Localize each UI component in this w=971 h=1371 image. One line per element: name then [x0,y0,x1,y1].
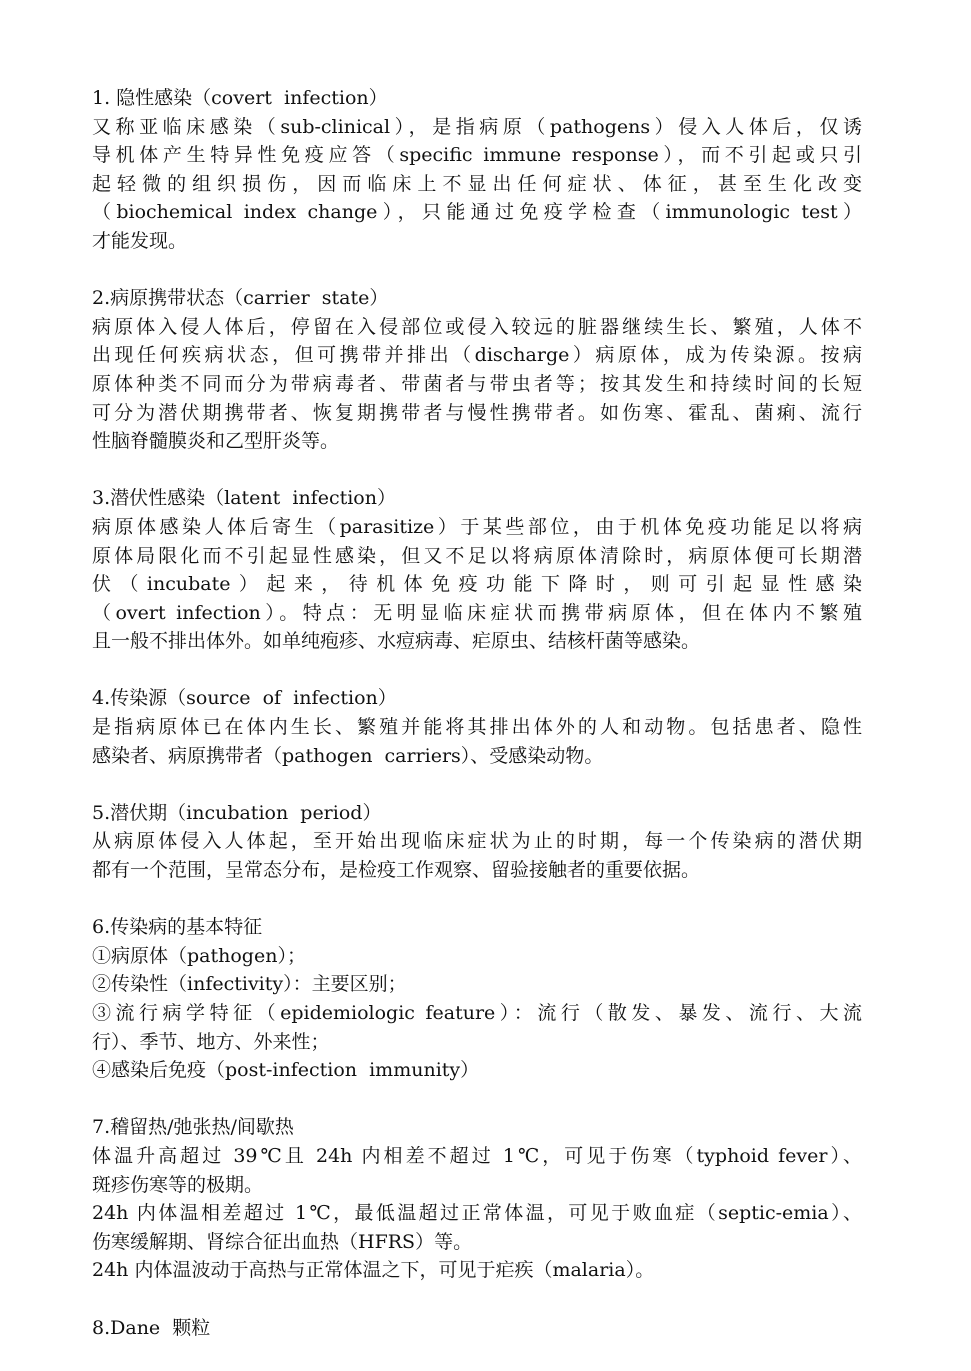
section-heading: 1. 隐性感染（covert infection） [92,87,388,109]
section-heading: 7.稽留热/弛张热/间歇热 [92,1116,294,1139]
paragraph-line: 从病原体侵入人体起，至开始出现临床症状为止的时期，每一个传染病的潜伏期 [92,830,862,853]
section-dane-particle [92,1314,862,1343]
section-carrier-state [92,284,862,456]
paragraph-line: 才能发现。 [92,229,188,252]
section-source-of-infection [92,684,862,770]
paragraph-line: 导机体产生特异性免疫应答（specific immune response），而不引起或只引 [92,144,862,167]
document-page [92,84,862,1371]
paragraph-line: 性脑脊髓膜炎和乙型肝炎等。 [92,430,340,453]
paragraph-line: 体温升高超过 39℃且 24h 内相差不超过 1℃，可见于伤寒（typhoid fever）、 [92,1144,862,1167]
list-item: ②传染性（infectivity）：主要区别； [92,973,407,996]
paragraph-line: 且一般不排出体外。如单纯疱疹、水痘病毒、疟原虫、结核杆菌等感染。 [92,630,701,653]
paragraph-line: 原体种类不同而分为带病毒者、带菌者与带虫者等；按其发生和持续时间的长短 [92,372,862,395]
list-item: ④感染后免疫（post-infection immunity） [92,1059,480,1082]
section-latent-infection [92,484,862,656]
section-heading: 6.传染病的基本特征 [92,916,263,939]
paragraph-line: 是指病原体已在体内生长、繁殖并能将其排出体外的人和动物。包括患者、隐性 [92,716,862,739]
paragraph-line: （overt infection）。特点：无明显临床症状而携带病原体，但在体内不繁殖 [92,601,862,624]
paragraph-line: 病原体感染人体后寄生（parasitize）于某些部位，由于机体免疫功能足以将病 [92,515,862,538]
paragraph-line: 可分为潜伏期携带者、恢复期携带者与慢性携带者。如伤寒、霍乱、菌痢、流行 [92,401,862,424]
paragraph-line: 24h 内体温相差超过 1℃，最低温超过正常体温，可见于败血症（septic-emia）、 [92,1202,862,1225]
paragraph-line: 伤寒缓解期、肾综合征出血热（HFRS）等。 [92,1230,473,1253]
section-heading: 5.潜伏期（incubation period） [92,801,382,824]
section-incubation-period [92,799,862,885]
paragraph-line: 24h 内体温波动于高热与正常体温之下，可见于疟疾（malaria）。 [92,1259,655,1282]
section-covert-infection [92,84,862,256]
section-heading: 4.传染源（source of infection） [92,687,397,710]
paragraph-line: 病原体入侵人体后，停留在入侵部位或侵入较远的脏器继续生长、繁殖，人体不 [92,315,862,338]
section-heading: 2.病原携带状态（carrier state） [92,287,389,310]
list-item: ①病原体（pathogen）； [92,944,306,967]
list-item: 行）、季节、地方、外来性； [92,1030,330,1053]
paragraph-line: 又称亚临床感染（sub-clinical），是指病原（pathogens）侵入人体后，仅诱 [92,115,862,138]
paragraph-line: 起轻微的组织损伤，因而临床上不显出任何症状、体征，甚至生化改变 [92,172,862,195]
paragraph-line: 斑疹伤寒等的极期。 [92,1173,264,1196]
paragraph-line: 出现任何疾病状态，但可携带并排出（discharge）病原体，成为传染源。按病 [92,344,862,367]
section-fever-types [92,1113,862,1285]
section-basic-features [92,913,862,1085]
paragraph-line: （biochemical index change），只能通过免疫学检查（immunologic test） [92,201,862,224]
list-item: ③流行病学特征（epidemiologic feature）：流行（散发、暴发、流行、大流 [92,1002,862,1024]
paragraph-line: 原体局限化而不引起显性感染，但又不足以将病原体清除时，病原体便可长期潜 [92,544,862,567]
paragraph-line: 都有一个范围，呈常态分布，是检疫工作观察、留验接触者的重要依据。 [92,859,701,882]
section-heading: 3.潜伏性感染（latent infection） [92,487,396,510]
paragraph-line: 伏（incubate）起来，待机体免疫功能下降时，则可引起显性感染 [92,573,862,596]
paragraph-line: 感染者、病原携带者（pathogen carriers）、受感染动物。 [92,744,604,767]
section-heading: 8.Dane 颗粒 [92,1316,211,1339]
